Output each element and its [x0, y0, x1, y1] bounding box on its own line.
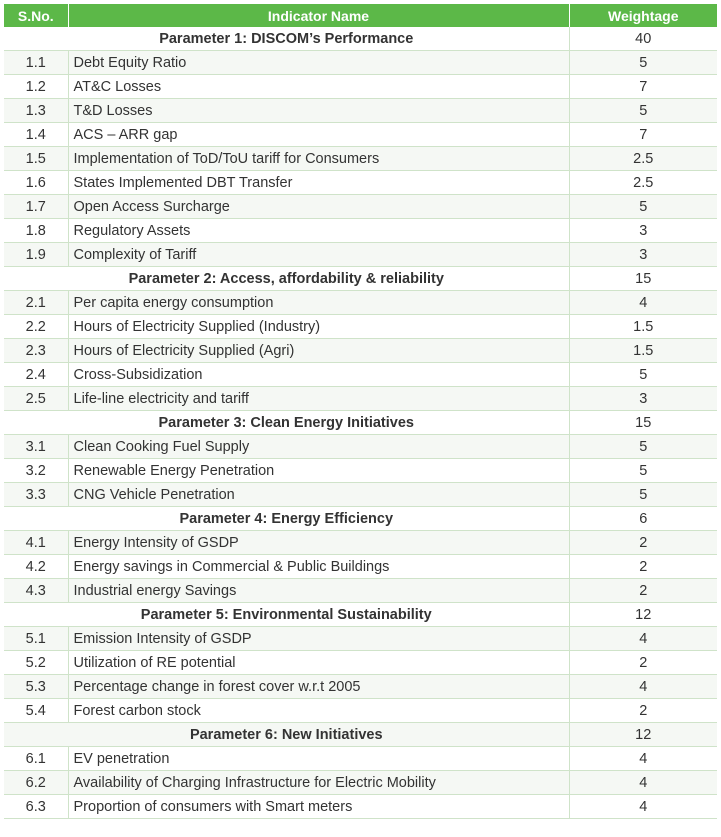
indicator-sno: 3.1 — [4, 435, 68, 459]
indicator-row — [4, 387, 717, 411]
indicator-sno: 4.3 — [4, 579, 68, 603]
indicator-weightage: 5 — [569, 483, 717, 507]
indicator-sno: 5.1 — [4, 627, 68, 651]
indicator-name: Life-line electricity and tariff — [68, 387, 569, 411]
indicator-sno: 2.1 — [4, 291, 68, 315]
indicator-row — [4, 123, 717, 147]
indicator-name: T&D Losses — [68, 99, 569, 123]
indicator-name: Industrial energy Savings — [68, 579, 569, 603]
parameter-row — [4, 267, 717, 291]
indicator-row — [4, 459, 717, 483]
indicator-name: Debt Equity Ratio — [68, 51, 569, 75]
indicator-weightage: 1.5 — [569, 339, 717, 363]
table-header — [4, 4, 717, 27]
parameter-weightage: 12 — [569, 603, 717, 627]
indicator-weightage: 2 — [569, 651, 717, 675]
indicator-row — [4, 483, 717, 507]
indicator-row — [4, 531, 717, 555]
indicator-weightage: 3 — [569, 387, 717, 411]
indicator-weightage: 4 — [569, 747, 717, 771]
indicator-name: Open Access Surcharge — [68, 195, 569, 219]
indicator-weightage: 5 — [569, 99, 717, 123]
indicator-name: Hours of Electricity Supplied (Industry) — [68, 315, 569, 339]
parameter-weightage: 12 — [569, 723, 717, 747]
indicator-sno: 1.5 — [4, 147, 68, 171]
header-row — [4, 4, 717, 27]
indicator-row — [4, 171, 717, 195]
indicator-sno: 2.5 — [4, 387, 68, 411]
indicator-weightage: 4 — [569, 291, 717, 315]
indicator-sno: 1.8 — [4, 219, 68, 243]
parameter-title: Parameter 5: Environmental Sustainability — [4, 603, 569, 627]
indicator-name: Availability of Charging Infrastructure for Electric Mobility — [68, 771, 569, 795]
indicator-name: Hours of Electricity Supplied (Agri) — [68, 339, 569, 363]
indicator-sno: 2.4 — [4, 363, 68, 387]
indicator-row — [4, 99, 717, 123]
parameter-weightage: 15 — [569, 267, 717, 291]
parameter-title: Parameter 3: Clean Energy Initiatives — [4, 411, 569, 435]
parameter-weightage: 40 — [569, 27, 717, 51]
indicator-name: Complexity of Tariff — [68, 243, 569, 267]
indicator-row — [4, 51, 717, 75]
indicator-table — [4, 4, 717, 819]
indicator-name: Cross-Subsidization — [68, 363, 569, 387]
indicator-name: ACS – ARR gap — [68, 123, 569, 147]
indicator-row — [4, 291, 717, 315]
indicator-row — [4, 651, 717, 675]
parameter-weightage: 6 — [569, 507, 717, 531]
indicator-weightage: 2 — [569, 531, 717, 555]
indicator-name: Clean Cooking Fuel Supply — [68, 435, 569, 459]
indicator-name: Energy savings in Commercial & Public Buildings — [68, 555, 569, 579]
header-weightage: Weightage — [569, 4, 717, 27]
indicator-name: AT&C Losses — [68, 75, 569, 99]
indicator-row — [4, 555, 717, 579]
indicator-weightage: 4 — [569, 795, 717, 819]
indicator-weightage: 4 — [569, 771, 717, 795]
indicator-row — [4, 675, 717, 699]
indicator-row — [4, 75, 717, 99]
indicator-weightage: 2.5 — [569, 147, 717, 171]
indicator-row — [4, 435, 717, 459]
indicator-sno: 1.2 — [4, 75, 68, 99]
indicator-sno: 1.6 — [4, 171, 68, 195]
indicator-sno: 5.3 — [4, 675, 68, 699]
indicator-name: Proportion of consumers with Smart meters — [68, 795, 569, 819]
indicator-sno: 3.3 — [4, 483, 68, 507]
indicator-row — [4, 339, 717, 363]
indicator-name: States Implemented DBT Transfer — [68, 171, 569, 195]
indicator-weightage: 2.5 — [569, 171, 717, 195]
indicator-row — [4, 195, 717, 219]
indicator-row — [4, 771, 717, 795]
indicator-name: Utilization of RE potential — [68, 651, 569, 675]
indicator-name: Energy Intensity of GSDP — [68, 531, 569, 555]
indicator-weightage: 3 — [569, 219, 717, 243]
indicator-name: Per capita energy consumption — [68, 291, 569, 315]
indicator-row — [4, 795, 717, 819]
indicator-weightage: 4 — [569, 627, 717, 651]
indicator-sno: 4.2 — [4, 555, 68, 579]
indicator-weightage: 3 — [569, 243, 717, 267]
indicator-weightage: 5 — [569, 51, 717, 75]
indicator-name: Percentage change in forest cover w.r.t 2005 — [68, 675, 569, 699]
parameter-title: Parameter 2: Access, affordability & reliability — [4, 267, 569, 291]
indicator-sno: 1.4 — [4, 123, 68, 147]
indicator-row — [4, 747, 717, 771]
indicator-sno: 5.2 — [4, 651, 68, 675]
table-body — [4, 27, 717, 819]
indicator-sno: 6.2 — [4, 771, 68, 795]
indicator-row — [4, 579, 717, 603]
indicator-sno: 1.1 — [4, 51, 68, 75]
indicator-name: EV penetration — [68, 747, 569, 771]
parameter-row — [4, 411, 717, 435]
indicator-weightage: 5 — [569, 363, 717, 387]
indicator-sno: 1.3 — [4, 99, 68, 123]
indicator-weightage: 4 — [569, 675, 717, 699]
indicator-sno: 5.4 — [4, 699, 68, 723]
indicator-name: Implementation of ToD/ToU tariff for Consumers — [68, 147, 569, 171]
indicator-row — [4, 363, 717, 387]
indicator-row — [4, 699, 717, 723]
header-sno: S.No. — [4, 4, 68, 27]
parameter-row — [4, 723, 717, 747]
indicator-sno: 4.1 — [4, 531, 68, 555]
indicator-row — [4, 315, 717, 339]
indicator-weightage: 5 — [569, 195, 717, 219]
indicator-sno: 2.3 — [4, 339, 68, 363]
indicator-weightage: 7 — [569, 123, 717, 147]
indicator-weightage: 5 — [569, 435, 717, 459]
parameter-weightage: 15 — [569, 411, 717, 435]
indicator-row — [4, 627, 717, 651]
indicator-name: Renewable Energy Penetration — [68, 459, 569, 483]
indicator-weightage: 2 — [569, 579, 717, 603]
indicator-sno: 6.3 — [4, 795, 68, 819]
indicator-weightage: 2 — [569, 699, 717, 723]
header-indicator-name: Indicator Name — [68, 4, 569, 27]
parameter-row — [4, 507, 717, 531]
parameter-row — [4, 27, 717, 51]
parameter-title: Parameter 6: New Initiatives — [4, 723, 569, 747]
indicator-row — [4, 243, 717, 267]
indicator-name: Emission Intensity of GSDP — [68, 627, 569, 651]
indicator-name: Forest carbon stock — [68, 699, 569, 723]
indicator-sno: 1.7 — [4, 195, 68, 219]
indicator-sno: 3.2 — [4, 459, 68, 483]
indicator-sno: 6.1 — [4, 747, 68, 771]
parameter-title: Parameter 4: Energy Efficiency — [4, 507, 569, 531]
indicator-sno: 2.2 — [4, 315, 68, 339]
indicator-sno: 1.9 — [4, 243, 68, 267]
indicator-weightage: 7 — [569, 75, 717, 99]
indicator-row — [4, 219, 717, 243]
indicator-name: Regulatory Assets — [68, 219, 569, 243]
indicator-weightage: 1.5 — [569, 315, 717, 339]
indicator-name: CNG Vehicle Penetration — [68, 483, 569, 507]
indicator-weightage: 2 — [569, 555, 717, 579]
indicator-weightage: 5 — [569, 459, 717, 483]
indicator-row — [4, 147, 717, 171]
parameter-title: Parameter 1: DISCOM’s Performance — [4, 27, 569, 51]
parameter-row — [4, 603, 717, 627]
